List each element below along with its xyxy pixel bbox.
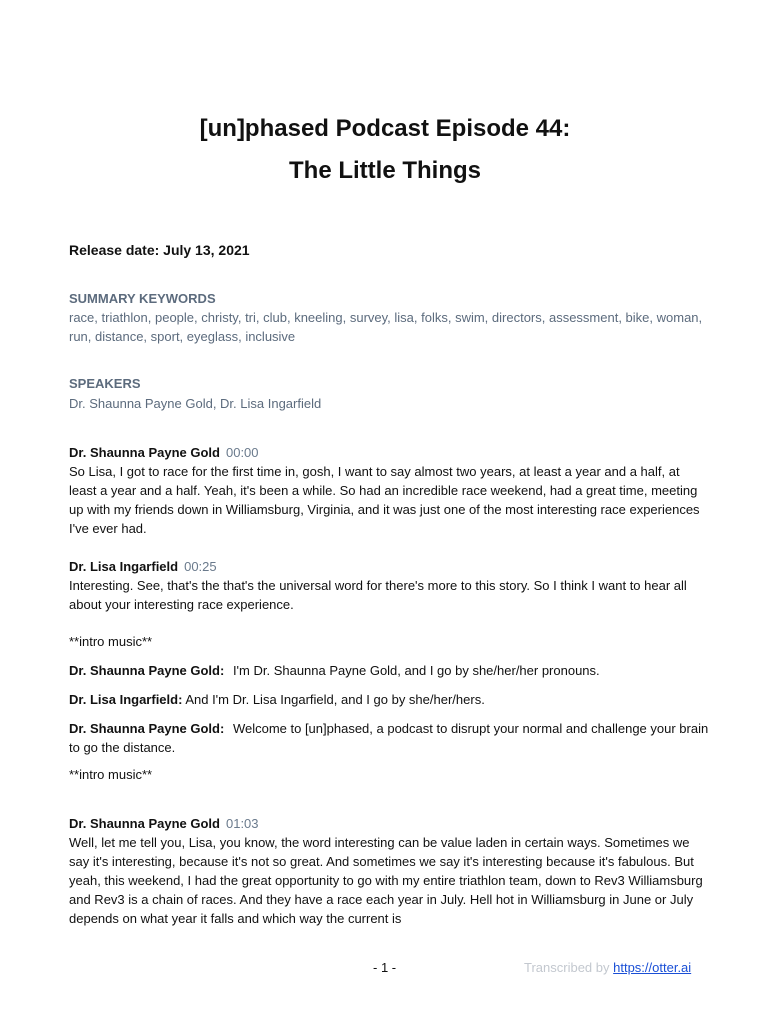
timestamp: 01:03 (225, 816, 259, 831)
transcript-text: Interesting. See, that's the that's the universal word for there's more to this story. So I think I want to hear all about your interesting race experience. (69, 578, 687, 612)
transcript-entry (69, 690, 709, 709)
credit-prefix: Transcribed by (524, 960, 610, 975)
speaker-name: Dr. Lisa Ingarfield (69, 559, 179, 574)
page-number: - 1 - (373, 960, 397, 975)
summary-keywords-heading: SUMMARY KEYWORDS (69, 291, 216, 306)
transcript-text: And I'm Dr. Lisa Ingarfield, and I go by she/her/hers. (185, 692, 485, 707)
document-title-line2: The Little Things (289, 157, 481, 184)
transcript-entry (69, 557, 709, 614)
transcript-entry (69, 814, 709, 928)
speakers-heading: SPEAKERS (69, 376, 141, 391)
timestamp: 00:00 (225, 445, 259, 460)
transcript-text: So Lisa, I got to race for the first time in, gosh, I want to say almost two years, at least a year and a half, at least a year and a half. Yeah, it's been a while. So had an incredible race weekend, had a great time, meeting up with my friends down in Williamsburg, Virginia, and it was just one of the most interesting race experiences I've ever had. (69, 464, 700, 536)
transcript-text: Welcome to [un]phased, a podcast to disrupt your normal and challenge your brain to go the distance. (69, 721, 709, 755)
speakers-list: Dr. Shaunna Payne Gold, Dr. Lisa Ingarfield (69, 396, 322, 411)
speaker-name: Dr. Lisa Ingarfield: (69, 692, 183, 707)
release-date: Release date: July 13, 2021 (69, 242, 250, 258)
transcript-entry (69, 661, 709, 680)
speaker-name: Dr. Shaunna Payne Gold: (69, 663, 225, 678)
speaker-name: Dr. Shaunna Payne Gold: (69, 721, 225, 736)
document-title-line1: [un]phased Podcast Episode 44: (199, 115, 571, 142)
intro-music-cue: **intro music** (69, 767, 153, 782)
summary-keywords-list: race, triathlon, people, christy, tri, club, kneeling, survey, lisa, folks, swim, directors, assessment, bike, woman, run, distance, sport, eyeglass, inclusive (69, 310, 703, 344)
otter-link[interactable]: https://otter.ai (613, 960, 692, 975)
speaker-name: Dr. Shaunna Payne Gold (69, 816, 220, 831)
speaker-name: Dr. Shaunna Payne Gold (69, 445, 220, 460)
transcript-entry (69, 719, 709, 757)
transcript-entry (69, 443, 709, 538)
transcript-text: Well, let me tell you, Lisa, you know, the word interesting can be value laden in certain ways. Sometimes we say it's interesting, because it's not so great. And sometimes we say it's interesting because it's fabulous. But yeah, this weekend, I had the great opportunity to go with my entire triathlon team, down to Rev3 Williamsburg and Rev3 is a chain of races. And they have a race each year in July. Hell hot in Williamsburg in June or July depends on what year it falls and which way the current is (69, 835, 703, 926)
transcript-text: I'm Dr. Shaunna Payne Gold, and I go by she/her/her pronouns. (232, 663, 600, 678)
intro-music-cue: **intro music** (69, 634, 153, 649)
transcription-credit (524, 960, 691, 975)
timestamp: 00:25 (184, 559, 217, 574)
